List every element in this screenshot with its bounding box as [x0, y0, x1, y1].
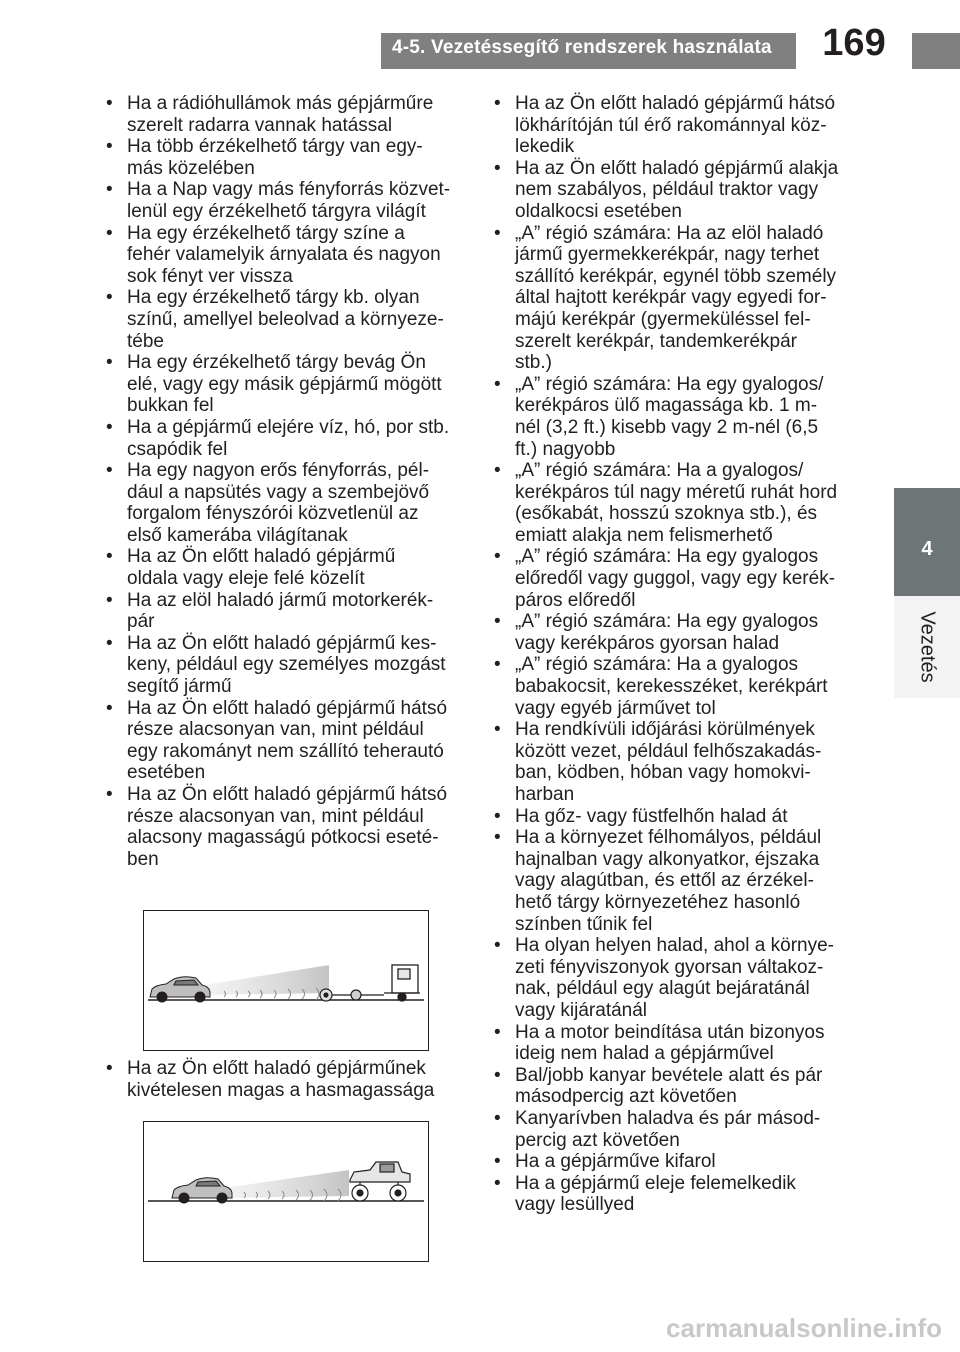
list-item-line: pár — [127, 611, 155, 633]
list-item-line: vagy egyéb járművet tol — [515, 697, 716, 719]
list-item-line: „A” régió számára: Ha egy gyalogos — [515, 546, 819, 568]
list-item-line: Ha az Ön előtt haladó gépjármű alakja — [515, 157, 839, 179]
list-item — [490, 935, 860, 1021]
list-item — [490, 460, 860, 546]
list-item-line: kerékpáros ülő magassága kb. 1 m- — [515, 395, 818, 417]
figure-high-clearance-drawing — [144, 1122, 428, 1261]
list-item-line: Kanyarívben haladva és pár másod- — [515, 1107, 821, 1129]
list-item-line: oldalkocsi esetében — [515, 200, 682, 222]
list-item-line: Ha az Ön előtt haladó gépjármű — [127, 546, 396, 568]
list-item-line: vagy lesüllyed — [515, 1194, 635, 1216]
list-item — [102, 1058, 472, 1101]
list-item-line: stb.) — [515, 352, 552, 374]
list-item — [490, 806, 860, 828]
truck-icon — [384, 965, 420, 1001]
list-item-line: előredől vagy guggol, vagy egy kerék- — [515, 568, 836, 590]
list-item-line: Ha a gépjármű eleje felemelkedik — [515, 1172, 796, 1194]
list-item — [102, 698, 472, 784]
list-item-line: Ha rendkívüli időjárási körülmények — [515, 719, 815, 741]
list-item-line: Ha az Ön előtt haladó gépjármű hátsó — [127, 697, 448, 719]
list-item-line: ban, ködben, hóban vagy homokvi- — [515, 762, 811, 784]
list-item-line: másodpercig azt követően — [515, 1086, 737, 1108]
list-item-line: Ha az Ön előtt haladó gépjárműnek — [127, 1058, 426, 1079]
list-item-line: szállító kerékpár, egynél több személy — [515, 265, 837, 287]
list-item — [490, 158, 860, 223]
left-bullet-list-middle — [102, 1058, 472, 1101]
list-item-line: része alacsonyan van, mint például — [127, 805, 424, 827]
list-item-line: zeti fényviszonyok gyorsan váltakoz- — [515, 956, 824, 978]
list-item-line: Ha a Nap vagy más fényforrás közvet- — [127, 179, 451, 201]
list-item — [490, 1065, 860, 1108]
list-item-line: első kamerába világítanak — [127, 524, 348, 546]
list-item-line: által hajtott kerékpár vagy egyedi for- — [515, 287, 827, 309]
list-item-line: keny, például egy személyes mozgást — [127, 654, 446, 676]
car-icon — [150, 977, 210, 1002]
radar-beam — [224, 1170, 349, 1198]
list-item-line: elé, vagy egy másik gépjármű mögött — [127, 373, 442, 395]
chapter-label: Vezetés — [916, 611, 939, 683]
list-item-line: „A” régió számára: Ha a gyalogos/ — [515, 460, 804, 482]
list-item-line: emiatt alakja nem felismerhető — [515, 524, 773, 546]
list-item-line: „A” régió számára: Ha a gyalogos — [515, 654, 799, 676]
list-item — [490, 654, 860, 719]
left-bullet-list-top — [102, 93, 472, 870]
list-item — [102, 633, 472, 698]
list-item-line: nak, például egy alagút bejáratánál — [515, 978, 810, 1000]
list-item-line: vagy kijáratánál — [515, 999, 648, 1021]
list-item-line: alacsony magasságú pótkocsi eseté- — [127, 827, 439, 849]
list-item-line: Ha a rádióhullámok más gépjárműre — [127, 93, 434, 114]
list-item-line: Ha az elöl haladó jármű motorkerék- — [127, 589, 434, 611]
list-item-line: lenül egy érzékelhető tárgyra világít — [127, 200, 426, 222]
list-item-line: színben tűnik fel — [515, 913, 653, 935]
list-item — [490, 827, 860, 935]
list-item — [490, 611, 860, 654]
list-item-line: ideig nem halad a gépjárművel — [515, 1043, 774, 1065]
list-item-line: oldala vagy eleje felé közelít — [127, 568, 365, 590]
list-item-line: Ha a gépjárműve kifarol — [515, 1151, 716, 1173]
figure-truck-trailer-drawing — [144, 911, 428, 1050]
list-item-line: nem szabályos, például traktor vagy — [515, 179, 819, 201]
list-item — [490, 93, 860, 158]
list-item-line: Ha több érzékelhető tárgy van egy- — [127, 136, 423, 158]
list-item-line: esetében — [127, 762, 206, 784]
list-item-line: „A” régió számára: Ha egy gyalogos/ — [515, 373, 824, 395]
list-item-line: Ha az Ön előtt haladó gépjármű kes- — [127, 632, 437, 654]
list-item-line: ft.) nagyobb — [515, 438, 616, 460]
list-item-line: Ha egy nagyon erős fényforrás, pél- — [127, 460, 430, 482]
list-item-line: hajnalban vagy alkonyatkor, éjszaka — [515, 848, 820, 870]
list-item — [102, 352, 472, 417]
list-item-line: Ha az Ön előtt haladó gépjármű hátsó — [127, 784, 448, 805]
list-item-line: Ha a környezet félhomályos, például — [515, 827, 822, 849]
list-item — [102, 784, 472, 870]
list-item-line: kivételesen magas a hasmagassága — [127, 1079, 435, 1101]
chapter-number: 4 — [921, 538, 933, 560]
list-item-line: vagy kerékpáros gyorsan halad — [515, 632, 780, 654]
list-item-line: májú kerékpár (gyermeküléssel fel- — [515, 308, 811, 330]
figure-high-clearance-vehicle — [143, 1121, 429, 1262]
list-item-line: Ha egy érzékelhető tárgy bevág Ön — [127, 352, 426, 374]
list-item-line: tébe — [127, 330, 164, 352]
list-item — [490, 374, 860, 460]
list-item — [102, 546, 472, 589]
list-item-line: jármű gyermekkerékpár, nagy terhet — [515, 244, 820, 266]
list-item-line: Bal/jobb kanyar bevétele alatt és pár — [515, 1064, 823, 1086]
list-item-line: színű, amellyel beleolvad a környeze- — [127, 308, 444, 330]
list-item-line: más közelében — [127, 157, 255, 179]
trailer-icon — [320, 989, 384, 1001]
list-item — [490, 1108, 860, 1151]
list-item — [490, 223, 860, 374]
page-number: 169 — [822, 22, 886, 64]
watermark: carmanualsonline.info — [666, 1313, 942, 1343]
list-item — [490, 1022, 860, 1065]
list-item — [102, 136, 472, 179]
list-item-line: ben — [127, 848, 159, 870]
list-item-line: Ha olyan helyen halad, ahol a környe- — [515, 935, 834, 957]
list-item-line: csapódik fel — [127, 438, 228, 460]
right-bullet-list — [490, 93, 860, 1216]
list-item-line: páros előredől — [515, 589, 636, 611]
list-item-line: (esőkabát, hosszú szoknya stb.), és — [515, 503, 818, 525]
list-item — [102, 590, 472, 633]
list-item-line: Ha a gépjármű elejére víz, hó, por stb. — [127, 416, 450, 438]
list-item-line: „A” régió számára: Ha az elöl haladó — [515, 222, 824, 244]
list-item-line: forgalom fényszórói közvetlenül az — [127, 503, 419, 525]
list-item-line: része alacsonyan van, mint például — [127, 719, 424, 741]
car-icon — [172, 1178, 232, 1203]
list-item-line: szerelt kerékpár, tandemkerékpár — [515, 330, 797, 352]
list-item-line: vagy alagútban, és ettől az érzékel- — [515, 870, 814, 892]
list-item-line: lekedik — [515, 136, 575, 158]
list-item — [490, 546, 860, 611]
list-item-line: sok fényt ver vissza — [127, 265, 293, 287]
list-item — [490, 1151, 860, 1173]
list-item-line: percig azt követően — [515, 1129, 680, 1151]
list-item-line: Ha a motor beindítása után bizonyos — [515, 1021, 825, 1043]
list-item-line: Ha egy érzékelhető tárgy színe a — [127, 222, 405, 244]
list-item — [102, 93, 472, 136]
list-item-line: Ha gőz- vagy füstfelhőn halad át — [515, 805, 788, 827]
list-item-line: bukkan fel — [127, 395, 214, 417]
list-item-line: kerékpáros túl nagy méretű ruhát hord — [515, 481, 838, 503]
list-item-line: szerelt radarra vannak hatással — [127, 114, 393, 136]
list-item — [102, 179, 472, 222]
list-item-line: fehér valamelyik árnyalata és nagyon — [127, 244, 441, 266]
monster-truck-icon — [350, 1162, 410, 1201]
list-item — [102, 460, 472, 546]
list-item-line: hető tárgy környezetéhez hasonló — [515, 891, 801, 913]
list-item-line: Ha egy érzékelhető tárgy kb. olyan — [127, 287, 420, 309]
list-item-line: egy rakományt nem szállító teherautó — [127, 740, 444, 762]
list-item-line: harban — [515, 784, 575, 805]
list-item-line: „A” régió számára: Ha egy gyalogos — [515, 611, 819, 633]
list-item — [102, 223, 472, 288]
list-item-line: Ha az Ön előtt haladó gépjármű hátsó — [515, 93, 836, 114]
list-item — [490, 1173, 860, 1216]
list-item-line: dául a napsütés vagy a szembejövő — [127, 481, 430, 503]
list-item-line: babakocsit, kerekesszéket, kerékpárt — [515, 676, 828, 698]
figure-truck-trailer — [143, 910, 429, 1051]
list-item — [102, 417, 472, 460]
section-title: 4-5. Vezetéssegítő rendszerek használata — [392, 37, 772, 58]
radar-beam — [204, 965, 329, 995]
list-item-line: segítő jármű — [127, 676, 232, 698]
list-item — [102, 287, 472, 352]
list-item-line: lökhárítóján túl érő rakománnyal köz- — [515, 114, 827, 136]
list-item-line: között vezet, például felhőszakadás- — [515, 740, 822, 762]
list-item — [490, 719, 860, 805]
list-item-line: nél (3,2 ft.) kisebb vagy 2 m-nél (6,5 — [515, 416, 819, 438]
